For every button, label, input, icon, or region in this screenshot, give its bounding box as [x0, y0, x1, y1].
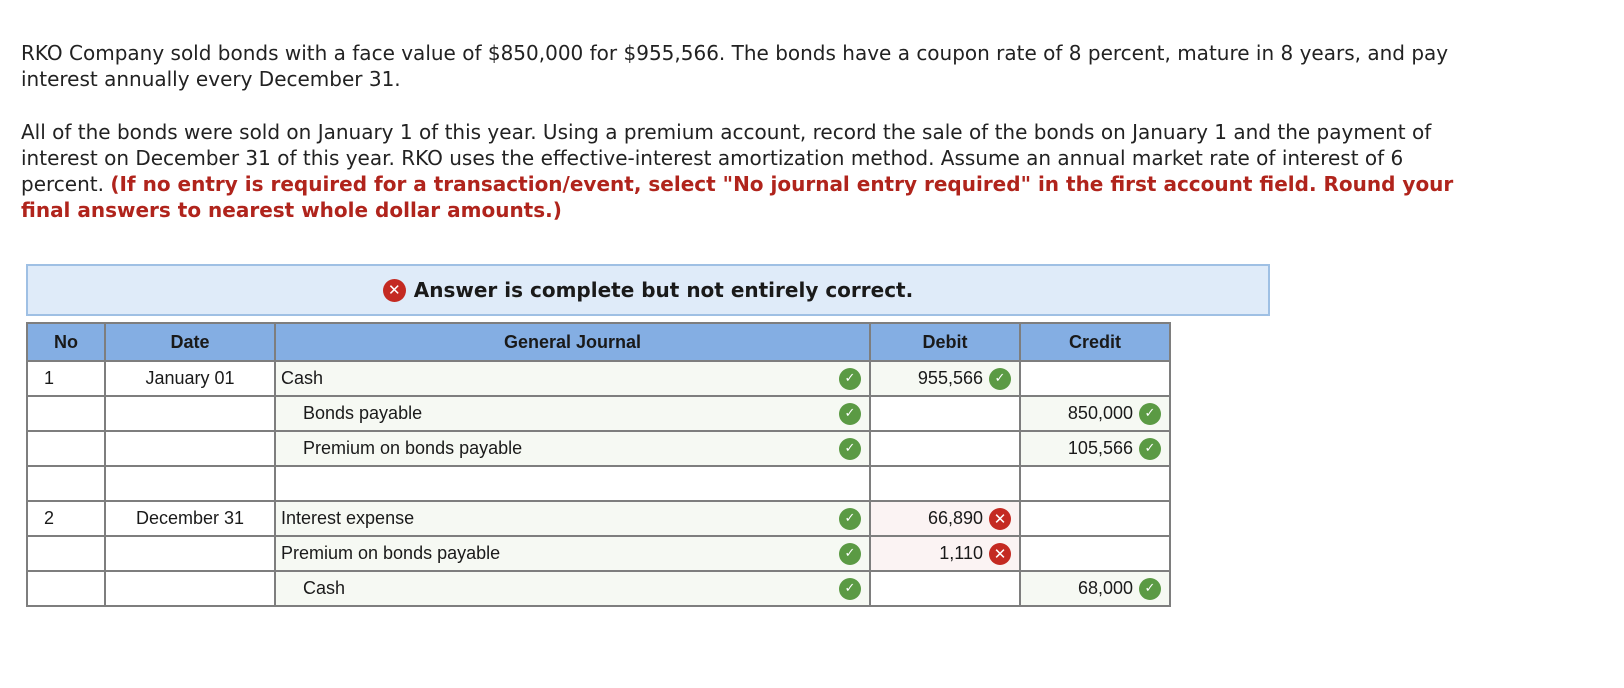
question-paragraph-2: [21, 119, 1461, 223]
date-cell[interactable]: [105, 431, 275, 466]
header-date: Date: [105, 323, 275, 361]
x-circle-icon: ✕: [989, 508, 1011, 530]
x-circle-icon: ✕: [989, 543, 1011, 565]
account-name: Interest expense: [281, 508, 415, 528]
journal-header-row: [27, 323, 1170, 361]
account-cell[interactable]: [275, 431, 870, 466]
credit-amount: 68,000: [1077, 578, 1133, 598]
answer-status-banner: [26, 264, 1270, 316]
check-circle-icon: ✓: [989, 368, 1011, 390]
x-circle-icon: ✕: [383, 279, 406, 302]
account-name: Cash: [281, 368, 324, 388]
check-circle-icon: ✓: [839, 438, 861, 460]
header-no: No: [27, 323, 105, 361]
table-row: [27, 571, 1170, 606]
credit-cell[interactable]: [1020, 571, 1170, 606]
check-circle-icon: ✓: [839, 578, 861, 600]
entry-number-cell: 1: [27, 361, 105, 396]
entry-number-cell: 2: [27, 501, 105, 536]
question-instruction: (If no entry is required for a transaction/event, select "No journal entry required" in the first account field. Round your final answers to nearest whole dollar amounts.): [21, 172, 1454, 222]
account-cell[interactable]: [275, 466, 870, 501]
question-body: All of the bonds were sold on January 1 of this year. Using a premium account, record the sale of the bonds on January 1 and the payment of interest on December 31 of this year. RKO uses the effective-interest amortization method. Assume an annual market rate of interest of 6 percent.: [21, 120, 1432, 196]
entry-number-cell: [27, 571, 105, 606]
table-row: [27, 361, 1170, 396]
debit-cell[interactable]: [870, 431, 1020, 466]
entry-number-cell: [27, 536, 105, 571]
debit-cell[interactable]: [870, 466, 1020, 501]
date-cell[interactable]: January 01: [105, 361, 275, 396]
debit-amount: 66,890: [927, 508, 983, 528]
credit-cell[interactable]: [1020, 536, 1170, 571]
account-cell[interactable]: [275, 571, 870, 606]
question-paragraph-1: RKO Company sold bonds with a face value of $850,000 for $955,566. The bonds have a coupon rate of 8 percent, mature in 8 years, and pay interest annually every December 31.: [21, 41, 1449, 91]
question-text: [21, 40, 1461, 223]
debit-cell[interactable]: [870, 361, 1020, 396]
account-cell[interactable]: [275, 501, 870, 536]
debit-cell[interactable]: [870, 536, 1020, 571]
account-name: Cash: [303, 578, 346, 598]
account-name: Premium on bonds payable: [281, 543, 501, 563]
header-debit: Debit: [870, 323, 1020, 361]
answer-status-text: Answer is complete but not entirely correct.: [413, 278, 914, 302]
check-circle-icon: ✓: [839, 543, 861, 565]
check-circle-icon: ✓: [1139, 403, 1161, 425]
check-circle-icon: ✓: [839, 368, 861, 390]
entry-number-cell: [27, 431, 105, 466]
check-circle-icon: ✓: [839, 403, 861, 425]
debit-cell[interactable]: [870, 501, 1020, 536]
credit-cell[interactable]: [1020, 396, 1170, 431]
credit-cell[interactable]: [1020, 501, 1170, 536]
credit-amount: 850,000: [1067, 403, 1133, 423]
debit-amount: 1,110: [939, 543, 983, 563]
header-general-journal: General Journal: [275, 323, 870, 361]
journal-table: [26, 322, 1171, 607]
entry-number-cell: [27, 466, 105, 501]
credit-cell[interactable]: [1020, 361, 1170, 396]
entry-number-cell: [27, 396, 105, 431]
debit-cell[interactable]: [870, 571, 1020, 606]
date-cell[interactable]: [105, 396, 275, 431]
account-cell[interactable]: [275, 361, 870, 396]
credit-amount: 105,566: [1067, 438, 1133, 458]
check-circle-icon: ✓: [1139, 438, 1161, 460]
date-cell[interactable]: [105, 571, 275, 606]
account-cell[interactable]: [275, 536, 870, 571]
account-name: Premium on bonds payable: [303, 438, 523, 458]
table-row: [27, 536, 1170, 571]
account-name: Bonds payable: [303, 403, 423, 423]
account-cell[interactable]: [275, 396, 870, 431]
check-circle-icon: ✓: [1139, 578, 1161, 600]
date-cell[interactable]: [105, 466, 275, 501]
table-row: [27, 396, 1170, 431]
credit-cell[interactable]: [1020, 466, 1170, 501]
date-cell[interactable]: [105, 536, 275, 571]
credit-cell[interactable]: [1020, 431, 1170, 466]
header-credit: Credit: [1020, 323, 1170, 361]
table-row: [27, 501, 1170, 536]
check-circle-icon: ✓: [839, 508, 861, 530]
table-row: [27, 431, 1170, 466]
date-cell[interactable]: December 31: [105, 501, 275, 536]
debit-amount: 955,566: [917, 368, 983, 388]
debit-cell[interactable]: [870, 396, 1020, 431]
table-row: [27, 466, 1170, 501]
